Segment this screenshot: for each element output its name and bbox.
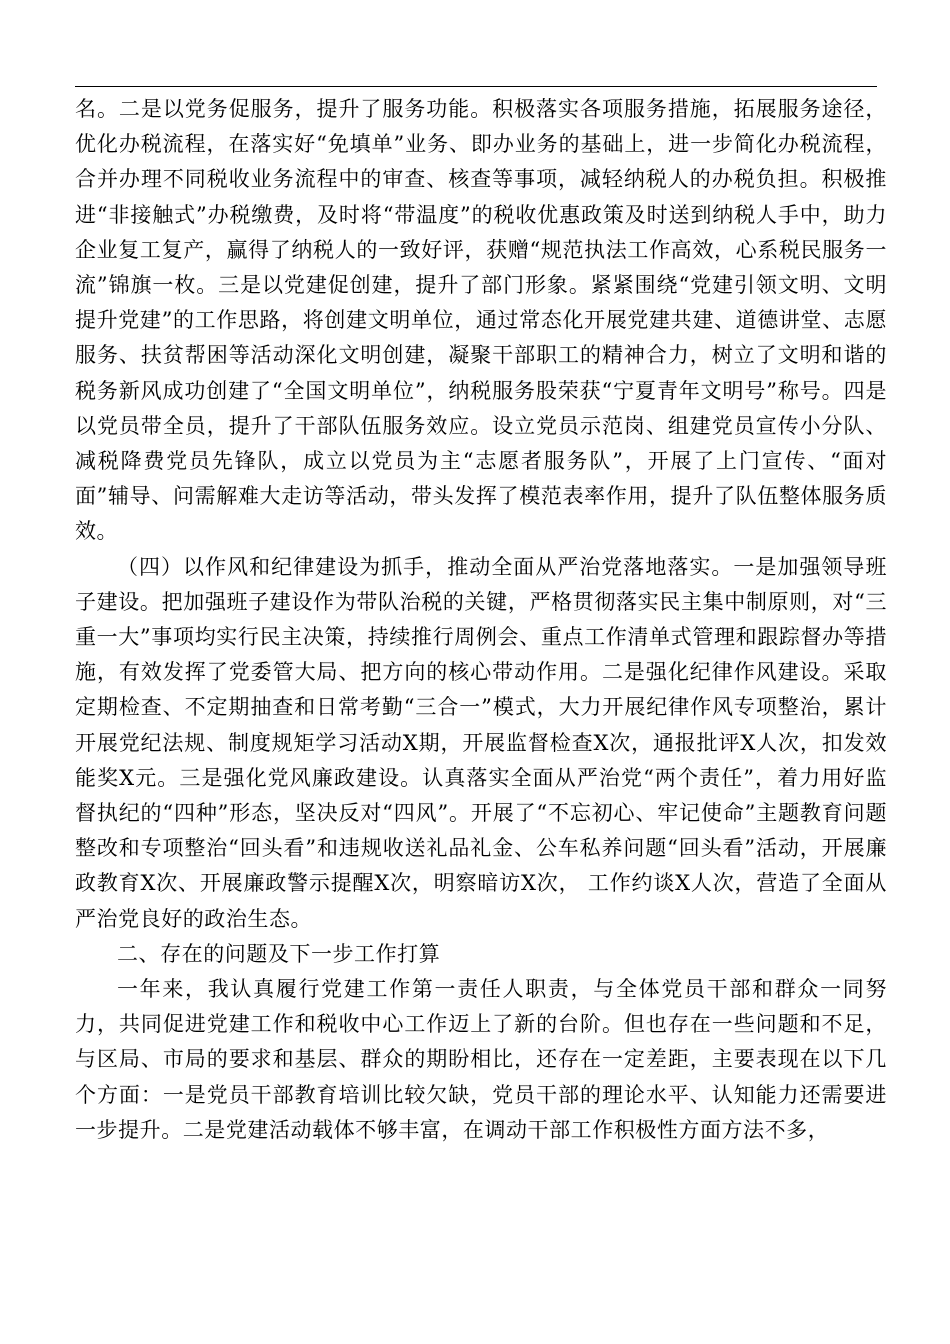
paragraph-discipline: （四）以作风和纪律建设为抓手，推动全面从严治党落地落实。一是加强领导班子建设。把加强班子建设作为带队治税的关键，严格贯彻落实民主集中制原则，对“三重一大”事项均实行民主决策，持续推行周例会、重点工作清单式管理和跟踪督办等措施，有效发挥了党委管大局、把方向的核心带动作用。二是强化纪律作风建设。采取定期检查、不定期抽查和日常考勤“三合一”模式，大力开展纪律作风专项整治，累计开展党纪法规、制度规矩学习活动X期，开展监督检查X次，通报批评X人次，扣发效能奖X元。三是强化党风廉政建设。认真落实全面从严治党“两个责任”，着力用好监督执纪的“四种”形态，坚决反对“四风”。开展了“不忘初心、牢记使命”主题教育问题整改和专项整治“回头看”和违规收送礼品礼金、公车私养问题“回头看”活动，开展廉政教育X次、开展廉政警示提醒X次，明察暗访X次， 工作约谈X人次，营造了全面从严治党良好的政治生态。: [75, 554, 887, 931]
paragraph-problems: 一年来，我认真履行党建工作第一责任人职责，与全体党员干部和群众一同努力，共同促进党建工作和税收中心工作迈上了新的台阶。但也存在一些问题和不足，与区局、市局的要求和基层、群众的期盼相比，还存在一定差距，主要表现在以下几个方面：一是党员干部教育培训比较欠缺，党员干部的理论水平、认知能力还需要进一步提升。二是党建活动载体不够丰富，在调动干部工作积极性方面方法不多，: [75, 977, 887, 1142]
header-rule: [75, 86, 877, 87]
document-page: [75, 92, 887, 1148]
section-heading-problems: 二、存在的问题及下一步工作打算: [117, 941, 441, 966]
paragraph-services: 名。二是以党务促服务，提升了服务功能。积极落实各项服务措施，拓展服务途径，优化办税流程，在落实好“免填单”业务、即办业务的基础上，进一步简化办税流程，合并办理不同税收业务流程中的审查、核查等事项，减轻纳税人的办税负担。积极推进“非接触式”办税缴费，及时将“带温度”的税收优惠政策及时送到纳税人手中，助力企业复工复产，赢得了纳税人的一致好评，获赠“规范执法工作高效，心系税民服务一流”锦旗一枚。三是以党建促创建，提升了部门形象。紧紧围绕“党建引领文明、文明提升党建”的工作思路，将创建文明单位，通过常态化开展党建共建、道德讲堂、志愿服务、扶贫帮困等活动深化文明创建，凝聚干部职工的精神合力，树立了文明和谐的税务新风成功创建了“全国文明单位”，纳税服务股荣获“宁夏青年文明号”称号。四是以党员带全员，提升了干部队伍服务效应。设立党员示范岗、组建党员宣传小分队、减税降费党员先锋队，成立以党员为主“志愿者服务队”，开展了上门宣传、“面对面”辅导、问需解难大走访等活动，带头发挥了模范表率作用，提升了队伍整体服务质效。: [75, 97, 887, 544]
